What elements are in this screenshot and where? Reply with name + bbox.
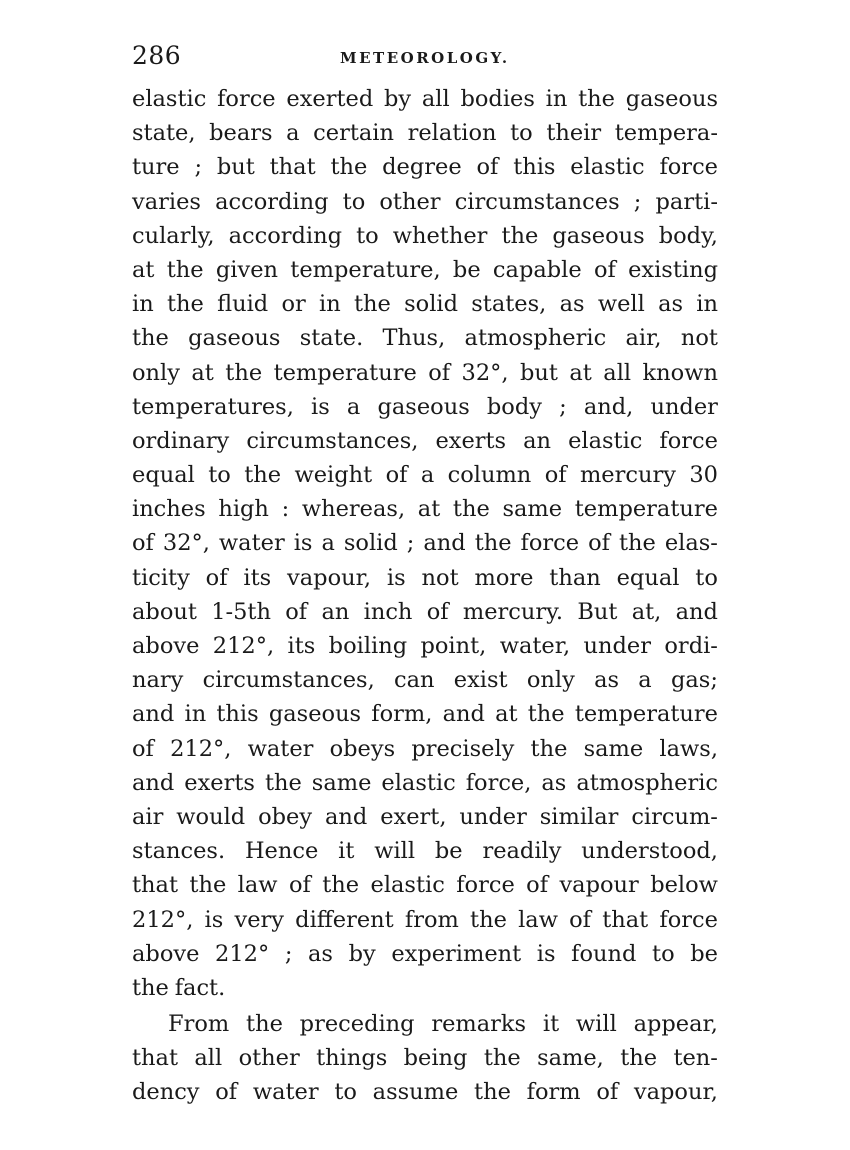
text-line: equal to the weight of a column of mercury 30 bbox=[132, 462, 718, 489]
text-line: ordinary circumstances, exerts an elastic force bbox=[132, 427, 718, 454]
text-line: 212°, is very different from the law of that force bbox=[132, 906, 718, 933]
text-line: about 1-5th of an inch of mercury. But at, and bbox=[132, 598, 718, 625]
body-text bbox=[132, 82, 718, 1110]
text-line: the gaseous state. Thus, atmospheric air, not bbox=[132, 325, 718, 352]
text-line: dency of water to assume the form of vapour, bbox=[132, 1079, 718, 1106]
text-line: cularly, according to whether the gaseous body, bbox=[132, 222, 718, 249]
text-line: above 212° ; as by experiment is found to be bbox=[132, 940, 718, 967]
text-line: at the given temperature, be capable of existing bbox=[132, 256, 718, 283]
text-line: nary circumstances, can exist only as a gas; bbox=[132, 667, 718, 694]
paragraph-2 bbox=[132, 1007, 718, 1110]
running-head bbox=[132, 38, 718, 74]
text-line: From the preceding remarks it will appear, bbox=[168, 1011, 718, 1038]
text-line: of 212°, water obeys precisely the same laws, bbox=[132, 735, 718, 762]
text-line: the fact. bbox=[132, 974, 226, 1001]
text-line: state, bears a certain relation to their tempera- bbox=[132, 120, 718, 147]
text-line: in the fluid or in the solid states, as well as in bbox=[132, 291, 718, 318]
text-line: only at the temperature of 32°, but at all known bbox=[132, 359, 718, 386]
running-title: METEOROLOGY. bbox=[340, 49, 510, 67]
text-line: and exerts the same elastic force, as atmospheric bbox=[132, 769, 718, 796]
text-line: that the law of the elastic force of vapour below bbox=[132, 872, 718, 899]
text-line: that all other things being the same, the ten- bbox=[132, 1045, 718, 1072]
text-line: inches high : whereas, at the same temperature bbox=[132, 496, 718, 523]
text-line: varies according to other circumstances ; parti- bbox=[132, 188, 718, 215]
text-line: above 212°, its boiling point, water, under ordi- bbox=[132, 633, 718, 659]
text-line: temperatures, is a gaseous body ; and, under bbox=[132, 393, 718, 420]
text-line: ture ; but that the degree of this elastic force bbox=[132, 154, 718, 181]
text-line: of 32°, water is a solid ; and the force of the elas- bbox=[132, 530, 718, 557]
page-number: 286 bbox=[132, 41, 182, 70]
text-line: ticity of its vapour, is not more than equal to bbox=[132, 564, 718, 591]
text-line: stances. Hence it will be readily understood, bbox=[132, 838, 718, 865]
text-line: and in this gaseous form, and at the temperature bbox=[132, 701, 718, 728]
text-line: elastic force exerted by all bodies in the gaseous bbox=[132, 86, 718, 112]
paragraph-1 bbox=[132, 82, 718, 1005]
text-line: air would obey and exert, under similar circum- bbox=[132, 803, 718, 830]
